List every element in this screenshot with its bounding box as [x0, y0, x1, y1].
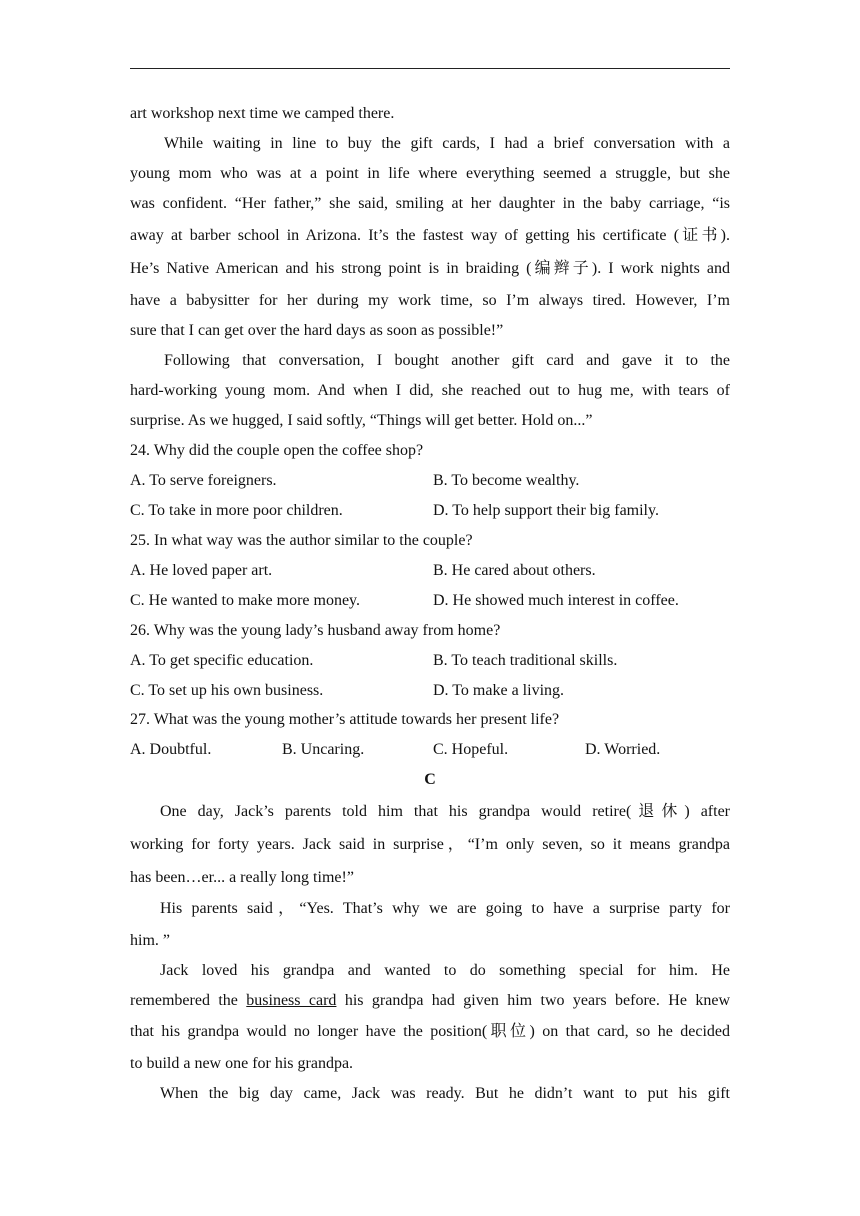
option-c: C. He wanted to make more money.: [130, 592, 361, 609]
header-rule: [130, 68, 730, 69]
paragraph-line: Following that conversation, I bought another gift card and gave it to the: [164, 352, 730, 369]
text-span: his grandpa had given him two years before. He knew: [336, 992, 731, 1009]
question-26: 26. Why was the young lady’s husband away from home?: [130, 622, 501, 639]
text-span: remembered the: [130, 992, 247, 1009]
paragraph-line: One day, Jack’s parents told him that his grandpa would retire(退休) after: [160, 803, 730, 820]
paragraph-line: was confident. “Her father,” she said, smiling at her daughter in the baby carriage, “is: [130, 195, 730, 212]
paragraph-line: His parents said，“Yes. That’s why we are going to have a surprise party for: [160, 900, 730, 917]
paragraph-line: have a babysitter for her during my work time, so I’m always tired. However, I’m: [130, 292, 730, 309]
question-24: 24. Why did the couple open the coffee shop?: [130, 442, 424, 459]
question-27: 27. What was the young mother’s attitude towards her present life?: [130, 711, 560, 728]
option-d: D. Worried.: [585, 741, 661, 758]
option-a: A. To serve foreigners.: [130, 472, 277, 489]
option-c: C. To set up his own business.: [130, 682, 324, 699]
paragraph-line: young mom who was at a point in life where everything seemed a struggle, but she: [130, 165, 730, 182]
paragraph-line: When the big day came, Jack was ready. But he didn’t want to put his gift: [160, 1085, 730, 1102]
paragraph-line: sure that I can get over the hard days as soon as possible!”: [130, 322, 504, 339]
question-25: 25. In what way was the author similar to the couple?: [130, 532, 473, 549]
paragraph-line: hard-working young mom. And when I did, she reached out to hug me, with tears of: [130, 382, 730, 399]
section-heading: C: [424, 771, 436, 788]
paragraph-line: that his grandpa would no longer have the position(职位) on that card, so he decided: [130, 1023, 730, 1040]
paragraph-line: While waiting in line to buy the gift cards, I had a brief conversation with a: [164, 135, 730, 152]
paragraph-line: him. ”: [130, 932, 170, 949]
option-d: D. To help support their big family.: [433, 502, 659, 519]
option-d: D. To make a living.: [433, 682, 565, 699]
option-a: A. Doubtful.: [130, 741, 212, 758]
paragraph-line: He’s Native American and his strong point is in braiding (编辫子). I work nights and: [130, 260, 730, 277]
option-b: B. He cared about others.: [433, 562, 596, 579]
option-a: A. To get specific education.: [130, 652, 314, 669]
option-c: C. Hopeful.: [433, 741, 509, 758]
paragraph-line: [130, 991, 730, 1011]
paragraph-line: Jack loved his grandpa and wanted to do something special for him. He: [160, 962, 730, 979]
option-c: C. To take in more poor children.: [130, 502, 343, 519]
option-b: B. To teach traditional skills.: [433, 652, 618, 669]
underlined-term: business card: [246, 992, 337, 1009]
option-b: B. Uncaring.: [282, 741, 365, 758]
option-a: A. He loved paper art.: [130, 562, 273, 579]
paragraph-line: to build a new one for his grandpa.: [130, 1055, 354, 1072]
option-d: D. He showed much interest in coffee.: [433, 592, 679, 609]
paragraph-line: art workshop next time we camped there.: [130, 105, 395, 122]
paragraph-line: away at barber school in Arizona. It’s the fastest way of getting his certificate (证书).: [130, 227, 730, 244]
paragraph-line: surprise. As we hugged, I said softly, “Things will get better. Hold on...”: [130, 412, 593, 429]
paragraph-line: working for forty years. Jack said in surprise，“I’m only seven, so it means grandpa: [130, 836, 730, 853]
option-b: B. To become wealthy.: [433, 472, 580, 489]
paragraph-line: has been…er... a really long time!”: [130, 869, 354, 886]
